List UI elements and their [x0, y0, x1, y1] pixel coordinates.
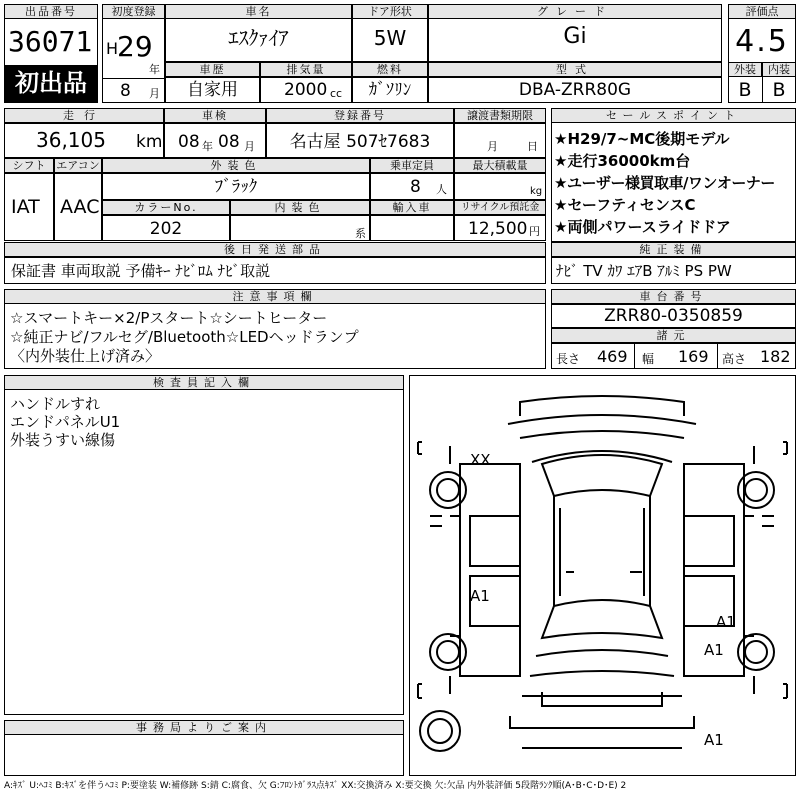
inspection-year-unit: 年	[202, 140, 213, 153]
length-label: 長さ	[556, 352, 581, 366]
sales-point-3: ★ユーザー様買取車/ワンオーナー	[554, 174, 775, 192]
first-reg-year: 29	[117, 30, 153, 63]
legend: A:ｷｽﾞ U:ﾍｺﾐ B:ｷｽﾞを伴うﾍｺﾐ P:要塗装 W:補修跡 S:錆 C:腐食、欠 G:ﾌﾛﾝﾄｶﾞﾗｽ点ｷｽﾞ XX:交換済み X:要交換 欠:欠品 内外装評価 5段階ﾗﾝｸ順(A･B･C･D･E) 2	[4, 781, 627, 791]
mileage: 36,105	[36, 128, 106, 152]
cc-unit: cc	[330, 87, 343, 100]
door-type: 5W	[373, 26, 407, 50]
grade-header: グレード	[428, 4, 722, 19]
notes-header: 注意事項欄	[4, 289, 546, 304]
door-header: ドア形状	[352, 4, 428, 19]
height: 182	[760, 347, 791, 366]
lot-number-header: 出品番号	[4, 4, 98, 19]
mark-a1-rear: A1	[704, 731, 724, 749]
grade: Gi	[563, 24, 587, 49]
history-header: 車歴	[165, 62, 260, 77]
note-line-3: 〈内外装仕上げ済み〉	[10, 347, 161, 365]
damage-diagram	[409, 375, 796, 776]
recycle-unit: 円	[529, 225, 540, 238]
transfer-day-unit: 日	[527, 140, 538, 153]
capacity: 8	[410, 177, 421, 197]
later-items-header: 後日発送部品	[4, 242, 546, 257]
transfer-month-unit: 月	[487, 140, 498, 153]
int-color-cell	[230, 215, 370, 241]
car-outline	[410, 376, 795, 775]
overall-score: 4.5	[735, 24, 789, 59]
inspection-month-unit: 月	[244, 140, 255, 153]
inspection-header: 車検	[164, 108, 266, 123]
color-no: 202	[149, 219, 183, 239]
note-line-2: ☆純正ナビ/フルセグ/Bluetooth☆LEDヘッドランプ	[10, 328, 359, 346]
plate-header: 登録番号	[266, 108, 454, 123]
mark-a1-right-upper: A1	[716, 613, 736, 631]
first-listing-badge: 初出品	[5, 65, 97, 102]
inspection-month: 08	[218, 132, 240, 152]
era: H	[106, 39, 119, 58]
year-unit: 年	[149, 63, 160, 76]
first-reg-month: 8	[120, 81, 131, 101]
shift: IAT	[11, 196, 40, 218]
history: 自家用	[187, 80, 238, 100]
ext-color-header: 外装色	[102, 158, 370, 173]
exterior-score: B	[738, 79, 752, 101]
shift-header: シフト	[4, 158, 54, 173]
load-unit: kg	[530, 186, 543, 197]
genuine-equipment: ﾅﾋﾞ TV ｶﾜ ｴｱB ｱﾙﾐ PS PW	[556, 262, 732, 280]
mark-xx: XX	[470, 451, 491, 469]
score-header: 評価点	[728, 4, 796, 19]
recycle-header: リサイクル預託金	[454, 200, 546, 215]
specs-header: 諸元	[551, 328, 796, 343]
mark-a1-right-lower: A1	[704, 641, 724, 659]
inspector-header: 検査員記入欄	[4, 375, 404, 390]
chassis-header: 車台番号	[551, 289, 796, 304]
fuel: ｶﾞｿﾘﾝ	[368, 80, 412, 100]
model-code-header: 型式	[428, 62, 722, 77]
exterior-score-header: 外装	[728, 62, 762, 77]
later-items: 保証書 車両取説 予備ｷｰ ﾅﾋﾞﾛﾑ ﾅﾋﾞ取説	[11, 262, 271, 280]
capacity-header: 乗車定員	[370, 158, 454, 173]
specs-divider-1	[634, 343, 635, 369]
inspector-note-3: 外装うすい線傷	[10, 431, 116, 449]
km-unit: km	[136, 132, 163, 152]
height-label: 高さ	[722, 352, 747, 366]
office-header: 事務局よりご案内	[4, 720, 404, 735]
genuine-header: 純正装備	[551, 242, 796, 257]
width-label: 幅	[642, 352, 655, 366]
transfer-header: 譲渡書類期限	[454, 108, 546, 123]
width: 169	[678, 347, 709, 366]
aircon-header: エアコン	[54, 158, 102, 173]
ext-color: ﾌﾞﾗｯｸ	[214, 177, 258, 197]
first-reg-header: 初度登録	[102, 4, 165, 19]
interior-score-header: 内装	[762, 62, 796, 77]
mark-a1-left: A1	[470, 587, 490, 605]
month-unit: 月	[149, 87, 160, 100]
max-load-header: 最大積載量	[454, 158, 546, 173]
capacity-unit: 人	[436, 183, 447, 196]
interior-score: B	[772, 79, 786, 101]
inspector-note-1: ハンドルすれ	[10, 395, 101, 413]
aircon: AAC	[60, 196, 100, 218]
mileage-header: 走行	[4, 108, 164, 123]
sales-point-4: ★セーフティセンスC	[554, 196, 696, 214]
score-divider	[762, 77, 763, 103]
color-no-header: カラーNo.	[102, 200, 230, 215]
int-color-header: 内装色	[230, 200, 370, 215]
lot-number: 36071	[8, 25, 93, 58]
sales-point-2: ★走行36000km台	[554, 152, 691, 170]
model-code: DBA-ZRR80G	[518, 80, 632, 100]
displacement: 2000	[284, 80, 328, 100]
sales-points-header: セールスポイント	[551, 108, 796, 123]
import-cell	[370, 215, 454, 241]
inspector-note-2: エンドパネルU1	[10, 413, 121, 431]
plate-number: 名古屋 507ｾ7683	[289, 132, 431, 152]
sales-point-5: ★両側パワースライドドア	[554, 218, 731, 236]
chassis-number: ZRR80-0350859	[604, 306, 743, 326]
fuel-header: 燃料	[352, 62, 428, 77]
sales-point-1: ★H29/7~MC後期モデル	[554, 130, 730, 148]
int-color-unit: 系	[355, 227, 366, 240]
car-name: ｴｽｸｧｲｱ	[228, 26, 289, 50]
specs-divider-2	[717, 343, 718, 369]
recycle-fee: 12,500	[468, 219, 528, 239]
car-name-header: 車名	[165, 4, 352, 19]
note-line-1: ☆スマートキー×2/Pスタート☆シートヒーター	[10, 309, 328, 327]
inspection-year: 08	[178, 132, 200, 152]
import-header: 輸入車	[370, 200, 454, 215]
displacement-header: 排気量	[260, 62, 352, 77]
length: 469	[597, 347, 628, 366]
